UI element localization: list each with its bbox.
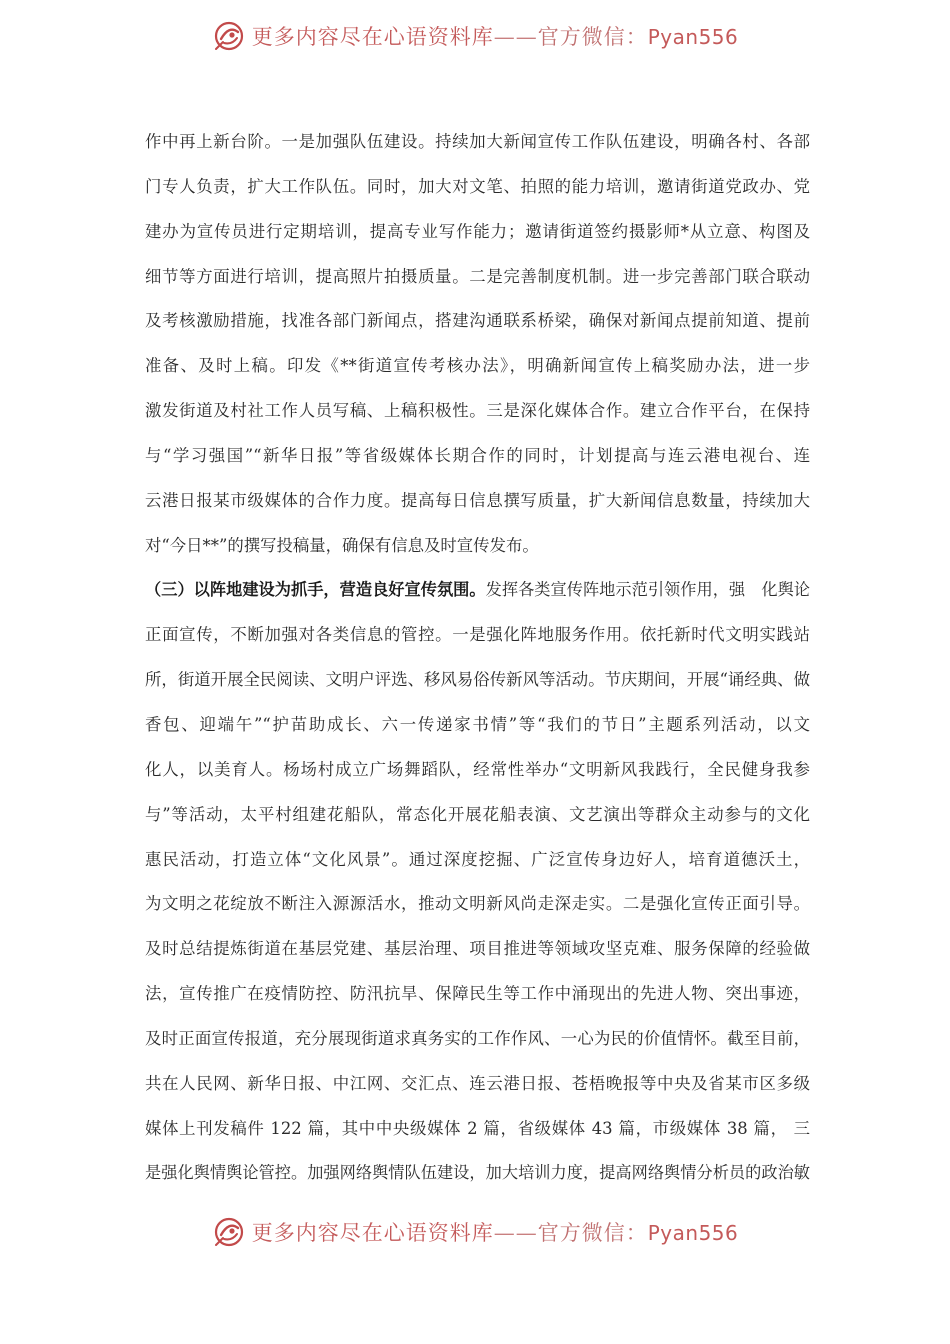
watermark-wechat-id: Pyan556 bbox=[647, 1221, 739, 1245]
line-text: 及时正面宣传报道，充分展现街道求真务实的工作作风、一心为民的价值情怀。截至目前， bbox=[145, 1028, 810, 1048]
line-text: 是强化舆情舆论管控。加强网络舆情队伍建设，加大培训力度，提高网络舆情分析员的政治敏 bbox=[145, 1163, 810, 1183]
text-line bbox=[145, 658, 810, 703]
text-line bbox=[145, 882, 810, 927]
line-text: 及考核激励措施，找准各部门新闻点，搭建沟通联系桥梁，确保对新闻点提前知道、提前 bbox=[145, 311, 810, 331]
text-line bbox=[145, 255, 810, 300]
line-text: 云港日报某市级媒体的合作力度。提高每日信息撰写质量，扩大新闻信息数量，持续加大 bbox=[145, 490, 810, 510]
text-line bbox=[145, 568, 810, 613]
watermark-dash: —— bbox=[493, 1221, 538, 1245]
text-line bbox=[145, 927, 810, 972]
text-line bbox=[145, 838, 810, 883]
text-line bbox=[145, 165, 810, 210]
watermark-wechat-id: Pyan556 bbox=[647, 25, 739, 49]
text-line bbox=[145, 434, 810, 479]
line-text: 激发街道及村社工作人员写稿、上稿积极性。三是深化媒体合作。建立合作平台，在保持 bbox=[145, 401, 810, 421]
text-line bbox=[145, 748, 810, 793]
text-line bbox=[145, 703, 810, 748]
text-line bbox=[145, 344, 810, 389]
text-line bbox=[145, 1151, 810, 1196]
text-line bbox=[145, 613, 810, 658]
line-text: 共在人民网、新华日报、中江网、交汇点、连云港日报、苍梧晚报等中央及省某市区多级 bbox=[145, 1073, 810, 1093]
text-line bbox=[145, 1062, 810, 1107]
line-text: 建办为宣传员进行定期培训，提高专业写作能力；邀请街道签约摄影师*从立意、构图及 bbox=[145, 221, 810, 241]
line-text: 所，街道开展全民阅读、文明户评选、移风易俗传新风等活动。节庆期间，开展“诵经典、做 bbox=[145, 670, 810, 690]
text-line bbox=[145, 1017, 810, 1062]
text-line bbox=[145, 389, 810, 434]
section-heading: （三）以阵地建设为抓手，营造良好宣传氛围。 bbox=[145, 580, 486, 600]
line-text: 准备、及时上稿。印发《**街道宣传考核办法》，明确新闻宣传上稿奖励办法，进一步 bbox=[145, 356, 810, 376]
watermark-wechat-label: 官方微信： bbox=[537, 25, 648, 49]
watermark-banner-top bbox=[0, 16, 950, 56]
line-text: 发挥各类宣传阵地示范引领作用，强 化舆论 bbox=[485, 580, 810, 600]
line-text: 惠民活动，打造立体“文化风景”。通过深度挖掘、广泛宣传身边好人，培育道德沃土， bbox=[145, 849, 810, 869]
text-line bbox=[145, 524, 810, 569]
text-line bbox=[145, 972, 810, 1017]
line-text: 对“今日**”的撰写投稿量，确保有信息及时宣传发布。 bbox=[145, 535, 539, 555]
logo-icon bbox=[212, 19, 246, 53]
line-text: 作中再上新台阶。一是加强队伍建设。持续加大新闻宣传工作队伍建设，明确各村、各部 bbox=[145, 132, 810, 151]
document-body bbox=[145, 120, 810, 1196]
watermark-text bbox=[252, 21, 739, 51]
text-line bbox=[145, 479, 810, 524]
text-line bbox=[145, 793, 810, 838]
line-text: 媒体上刊发稿件 122 篇，其中中央级媒体 2 篇，省级媒体 43 篇，市级媒体 38 篇， 三 bbox=[145, 1118, 810, 1138]
line-text: 细节等方面进行培训，提高照片拍摄质量。二是完善制度机制。进一步完善部门联合联动 bbox=[145, 266, 810, 286]
text-line bbox=[145, 1107, 810, 1152]
line-text: 与”等活动，太平村组建花船队，常态化开展花船表演、文艺演出等群众主动参与的文化 bbox=[145, 804, 810, 824]
text-line bbox=[145, 120, 810, 165]
text-line bbox=[145, 210, 810, 255]
line-text: 与“学习强国”“新华日报”等省级媒体长期合作的同时，计划提高与连云港电视台、连 bbox=[145, 445, 810, 465]
line-text: 正面宣传，不断加强对各类信息的管控。一是强化阵地服务作用。依托新时代文明实践站 bbox=[145, 625, 810, 645]
logo-icon bbox=[212, 1215, 246, 1249]
line-text: 法，宣传推广在疫情防控、防汛抗旱、保障民生等工作中涌现出的先进人物、突出事迹， bbox=[145, 984, 810, 1004]
watermark-wechat-label: 官方微信： bbox=[537, 1221, 648, 1245]
watermark-banner-bottom bbox=[0, 1212, 950, 1252]
line-text: 门专人负责，扩大工作队伍。同时，加大对文笔、拍照的能力培训，邀请街道党政办、党 bbox=[145, 176, 810, 196]
watermark-dash: —— bbox=[493, 25, 538, 49]
text-line bbox=[145, 299, 810, 344]
watermark-site-text: 更多内容尽在心语资料库 bbox=[251, 25, 494, 49]
line-text: 香包、迎端午”“护苗助成长、六一传递家书情”等“我们的节日”主题系列活动，以文 bbox=[145, 714, 810, 734]
line-text: 为文明之花绽放不断注入源源活水，推动文明新风尚走深走实。二是强化宣传正面引导。 bbox=[145, 894, 810, 914]
watermark-text bbox=[252, 1217, 739, 1247]
line-text: 化人，以美育人。杨场村成立广场舞蹈队，经常性举办“文明新风我践行，全民健身我参 bbox=[145, 759, 810, 779]
watermark-site-text: 更多内容尽在心语资料库 bbox=[251, 1221, 494, 1245]
line-text: 及时总结提炼街道在基层党建、基层治理、项目推进等领域攻坚克难、服务保障的经验做 bbox=[145, 939, 810, 959]
